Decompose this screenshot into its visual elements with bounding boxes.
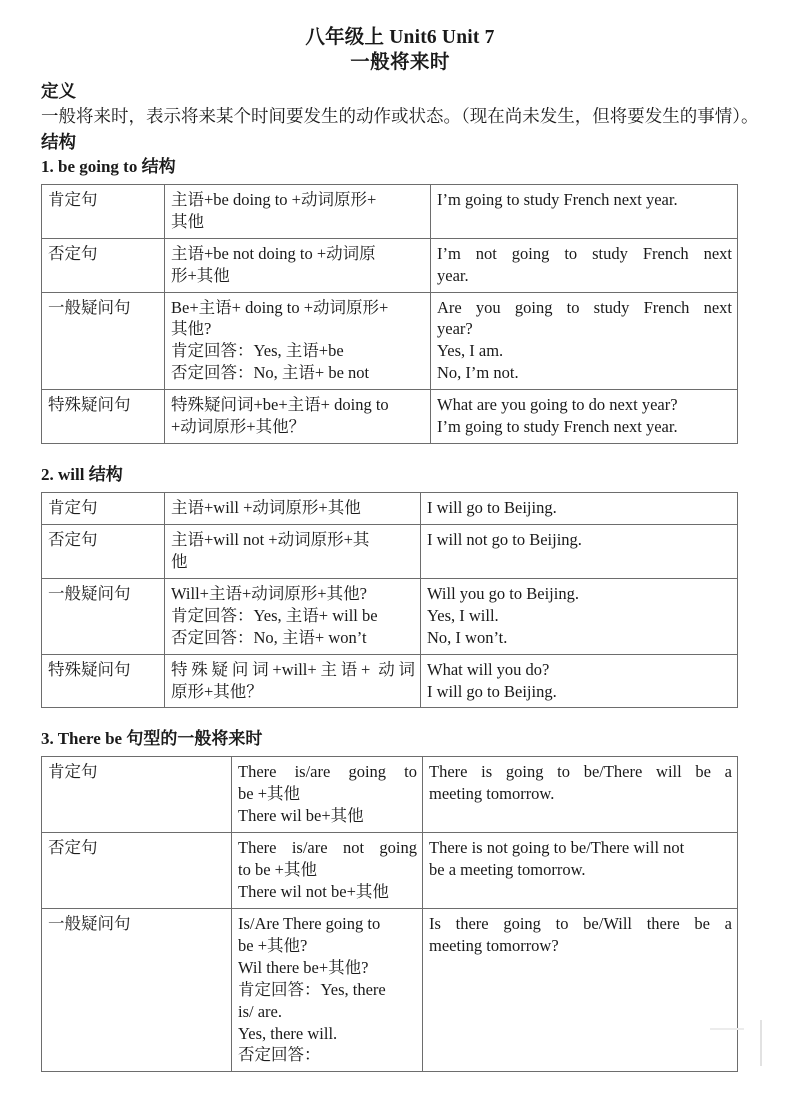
example-line: I will not go to Beijing. <box>427 529 582 549</box>
cell-example <box>431 184 738 238</box>
example-line: Are you going to study French next <box>437 297 732 317</box>
cell-example <box>421 578 738 654</box>
example-line: There is not going to be/There will not <box>429 838 685 858</box>
form-line: 主语+be not doing to +动词原 <box>171 243 376 263</box>
example-line: Yes, I will. <box>427 605 499 625</box>
form-line: is/ are. <box>238 1001 282 1021</box>
cell-form <box>165 238 431 292</box>
form-line: 其他 <box>171 211 204 231</box>
example-line: I will go to Beijing. <box>427 497 557 517</box>
table-there-be <box>41 756 738 1072</box>
cell-example <box>421 524 738 578</box>
form-line: There is/are going to <box>238 762 417 782</box>
example-line: meeting tomorrow. <box>429 784 555 804</box>
cell-example <box>423 833 738 909</box>
cell-example <box>423 757 738 833</box>
table-row <box>42 184 738 238</box>
form-line: Will+主语+动词原形+其他? <box>171 583 367 603</box>
cell-label: 否定句 <box>42 833 232 909</box>
form-line: 主语+be doing to +动词原形+ <box>171 189 377 209</box>
table-row <box>42 524 738 578</box>
form-line: Yes, there will. <box>238 1023 338 1043</box>
example-line: meeting tomorrow? <box>429 935 559 955</box>
table-row <box>42 833 738 909</box>
form-line: 原形+其他？ <box>171 681 263 701</box>
example-line: year? <box>437 319 473 339</box>
structure-heading: 结构 <box>41 132 76 153</box>
example-line: Will you go to Beijing. <box>427 583 579 603</box>
table-row <box>42 492 738 524</box>
cell-label: 肯定句 <box>42 184 165 238</box>
table-row <box>42 292 738 390</box>
cell-form <box>232 833 423 909</box>
cell-example <box>423 908 738 1072</box>
form-line: 特殊疑问词+be+主语+ doing to <box>171 395 389 415</box>
example-line: I will go to Beijing. <box>427 681 557 701</box>
cell-label: 否定句 <box>42 238 165 292</box>
cell-form <box>165 578 421 654</box>
cell-form <box>165 184 431 238</box>
example-line: Is there going to be/Will there be a <box>429 913 732 933</box>
example-line: I’m going to study French next year. <box>437 189 678 209</box>
form-line: +动词原形+其他？ <box>171 417 306 437</box>
form-line: There wil not be+其他 <box>238 881 389 901</box>
cell-label: 肯定句 <box>42 757 232 833</box>
example-line: year. <box>437 265 469 285</box>
cell-form <box>232 757 423 833</box>
example-line: Yes, I am. <box>437 341 504 361</box>
cell-example <box>431 238 738 292</box>
form-line: 形+其他 <box>171 265 230 285</box>
example-line: I’m not going to study French next <box>437 243 732 263</box>
scan-artifact-secondary <box>710 1028 744 1030</box>
form-line: 否定回答：No, 主语+ be not <box>171 363 370 383</box>
scan-artifact <box>760 1020 762 1066</box>
form-line: 特殊疑问词+will+主语+ 动词 <box>171 659 415 679</box>
example-line: There is going to be/There will be a <box>429 762 732 782</box>
table-body-1 <box>42 184 738 443</box>
cell-label: 肯定句 <box>42 492 165 524</box>
table-row <box>42 578 738 654</box>
page-subtitle: 一般将来时 <box>350 51 450 73</box>
cell-form <box>165 524 421 578</box>
cell-label: 一般疑问句 <box>42 292 165 390</box>
form-line: be +其他 <box>238 784 301 804</box>
table-row <box>42 238 738 292</box>
cell-form <box>232 908 423 1072</box>
example-line: What will you do? <box>427 659 550 679</box>
cell-label: 特殊疑问句 <box>42 654 165 708</box>
example-line: be a meeting tomorrow. <box>429 859 586 879</box>
cell-label: 一般疑问句 <box>42 908 232 1072</box>
cell-example <box>421 492 738 524</box>
example-line: No, I won’t. <box>427 627 508 647</box>
form-line: 他 <box>171 551 188 571</box>
form-line: 肯定回答：Yes, 主语+ will be <box>171 605 378 625</box>
cell-label: 一般疑问句 <box>42 578 165 654</box>
table-row <box>42 390 738 444</box>
form-line: Be+主语+ doing to +动词原形+ <box>171 297 389 317</box>
form-line: 否定回答：No, 主语+ won’t <box>171 627 367 647</box>
form-line: 肯定回答：Yes, 主语+be <box>171 341 344 361</box>
cell-example <box>431 292 738 390</box>
table-row <box>42 908 738 1072</box>
cell-label: 否定句 <box>42 524 165 578</box>
form-line: Wil there be+其他? <box>238 957 369 977</box>
definition-text: 一般将来时，表示将来某个时间要发生的动作或状态。（现在尚未发生，但将要发生的事情）。 <box>41 105 759 126</box>
table-row <box>42 654 738 708</box>
section-heading-2: 2. will 结构 <box>41 465 123 485</box>
table-be-going-to <box>41 184 738 444</box>
page-title: 八年级上 Unit6 Unit 7 <box>305 27 495 48</box>
example-line: No, I’m not. <box>437 363 519 383</box>
cell-form <box>165 654 421 708</box>
cell-example <box>431 390 738 444</box>
section-heading-3: 3. There be 句型的一般将来时 <box>41 729 263 749</box>
section-heading-1: 1. be going to 结构 <box>41 156 176 176</box>
cell-label: 特殊疑问句 <box>42 390 165 444</box>
cell-form <box>165 390 431 444</box>
form-line: 肯定回答：Yes, there <box>238 979 386 999</box>
cell-example <box>421 654 738 708</box>
definition-heading: 定义 <box>41 80 76 101</box>
cell-form <box>165 492 421 524</box>
form-line: 否定回答： <box>238 1045 321 1065</box>
table-body-3 <box>42 757 738 1072</box>
table-body-2 <box>42 492 738 708</box>
cell-form <box>165 292 431 390</box>
example-line: What are you going to do next year? <box>437 395 678 415</box>
table-row <box>42 757 738 833</box>
form-line: be +其他? <box>238 935 308 955</box>
form-line: 其他? <box>171 319 212 339</box>
example-line: I’m going to study French next year. <box>437 417 678 437</box>
table-will <box>41 492 738 709</box>
form-line: There is/are not going <box>238 838 417 858</box>
form-line: 主语+will +动词原形+其他 <box>171 497 361 517</box>
form-line: 主语+will not +动词原形+其 <box>171 529 370 549</box>
form-line: to be +其他 <box>238 859 317 879</box>
form-line: Is/Are There going to <box>238 913 381 933</box>
form-line: There wil be+其他 <box>238 806 364 826</box>
